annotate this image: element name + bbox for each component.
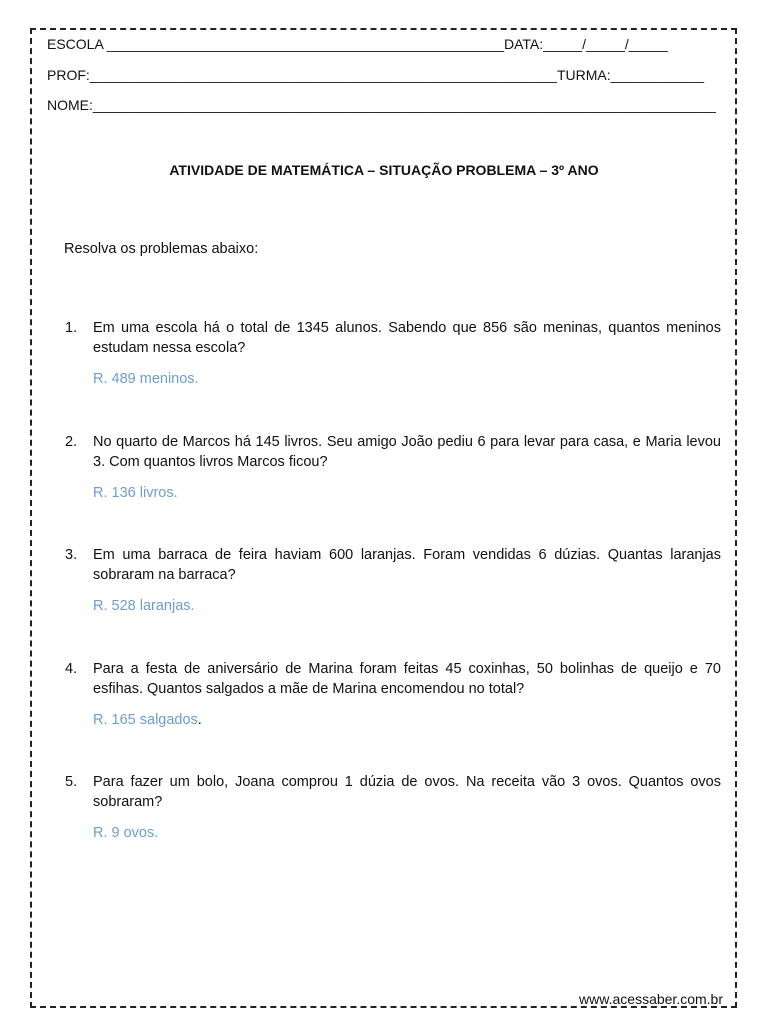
question-text: Em uma escola há o total de 1345 alunos. Sabendo que 856 são meninas, quantos meninos estudam nessa escola? bbox=[93, 320, 721, 356]
answer bbox=[93, 596, 721, 616]
question-2 bbox=[65, 432, 721, 503]
answer: R. 165 salgados. bbox=[93, 712, 202, 728]
question-text: Para fazer um bolo, Joana comprou 1 dúzia de ovos. Na receita vão 3 ovos. Quantos ovos sobraram? bbox=[93, 774, 721, 810]
answer-text: R. 136 livros. bbox=[93, 485, 178, 501]
answer bbox=[93, 823, 721, 843]
answer-text: R. 528 laranjas. bbox=[93, 598, 195, 614]
question-4 bbox=[65, 659, 721, 730]
question-number: 3. bbox=[65, 547, 78, 563]
question-number: 1. bbox=[65, 320, 78, 336]
header-prof-line: PROF:____________________________________________________________TURMA:____________ bbox=[47, 67, 705, 83]
question-1 bbox=[65, 318, 721, 389]
header-escola-line: ESCOLA ___________________________________________________DATA:_____/_____/_____ bbox=[47, 36, 668, 52]
header-nome-line: NOME:________________________________________________________________________________ bbox=[47, 97, 716, 113]
answer bbox=[93, 369, 721, 389]
instructions: Resolva os problemas abaixo: bbox=[64, 241, 259, 257]
footer-website: www.acessaber.com.br bbox=[579, 991, 723, 1007]
answer-text: R. 489 meninos. bbox=[93, 371, 199, 387]
page-title: ATIVIDADE DE MATEMÁTICA – SITUAÇÃO PROBLEMA – 3º ANO bbox=[169, 162, 599, 178]
question-number: 2. bbox=[65, 434, 78, 450]
question-text: Para a festa de aniversário de Marina foram feitas 45 coxinhas, 50 bolinhas de queijo e 70 esfihas. Quantos salgados a mãe de Marina encomendou no total? bbox=[93, 661, 721, 697]
question-text: Em uma barraca de feira haviam 600 laranjas. Foram vendidas 6 dúzias. Quantas laranjas sobraram na barraca? bbox=[93, 547, 721, 583]
answer bbox=[93, 483, 721, 503]
question-number: 4. bbox=[65, 661, 78, 677]
question-text: No quarto de Marcos há 145 livros. Seu amigo João pediu 6 para levar para casa, e Maria levou 3. Com quantos livros Marcos ficou? bbox=[93, 434, 721, 470]
question-number: 5. bbox=[65, 774, 78, 790]
question-3 bbox=[65, 545, 721, 616]
question-5 bbox=[65, 772, 721, 843]
answer-text: R. 9 ovos. bbox=[93, 825, 159, 841]
answer-text: R. 165 salgados bbox=[93, 712, 198, 728]
